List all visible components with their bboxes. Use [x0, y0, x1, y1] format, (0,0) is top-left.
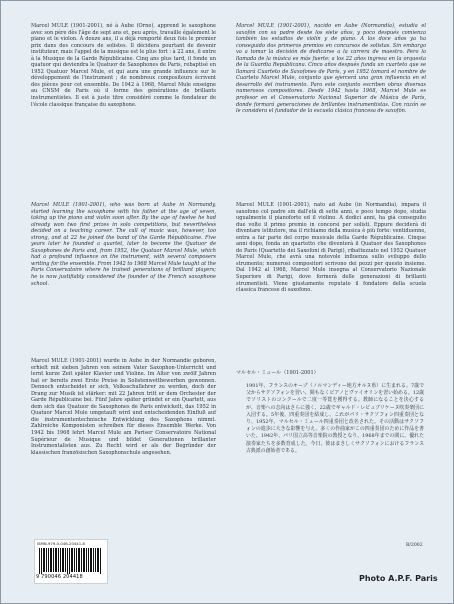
photo-credit: Photo A.P.F. Paris — [359, 574, 438, 583]
biography-japanese: 1901年、フランスのオーブ（ノルマンディー地方オルヌ県）に生まれる。7歳で父からサクソフォンを習い、間もなくピアノとヴァイオリンを習い始める。12歳でソリストのコンクールで二度一等賞を獲得する。教師になることを決心するが、音楽への志向はさらに強く、22歳でギャルド・レピュブリケーヌ吹奏楽団に入団する。5年後、四重奏団を結成し、これがパリ・サクソフォン四重奏団となり、1952年、マルセル・ミュール四重奏団と改名された。その活動はサクソフォンの進歩に大きな影響を与え、多くの作曲家がこの四重奏団のために作品を書いた。1942年、パリ国立高等音楽院の教授となり、1968年までの間に、優れた演奏家たちを多数育成した。今日、彼はまさしくサクソフォンにおけるフランス古典派の創始者である。 — [246, 383, 424, 454]
barcode-number: 9 790046 204418 — [36, 574, 83, 580]
biography-italian: Marcel MULE (1901-2001), nato ad Aube (in Normandia), impara il saxofono col padre sin dall'età di sette anni, e poco tempo dopo, studia ugualmente il pianoforte ed il violino. A dodici anni, ha già conseguito due volte il primo premio in concorsi per solisti. Eppure deciderà di diventare istitutore, ma il richiamo della musica è più forte: ventiduenne, entra a far parte del corpo musicale della Garde Républicaine. Cinque anni dopo, fonda un quartetto che diventerà il Quatuor des Saxophones de Paris (Quartetto dei Saxofoni di Parigi), ribattezzato nel 1952 Quatuor Marcel Mule, che avrà una notevole influenza sullo sviluppo dello strumento; numerosi compositori scrivono dei pezzi per questo insieme. Dal 1942 al 1968, Marcel Mule insegna al Conservatorio Nazionale Superiore di Parigi, dove formerà delle generazioni di brillanti strumentisti. Viene giustamente reputato il fondatore della scuola classica francese di saxofono. — [236, 202, 426, 294]
biography-english: Marcel MULE (1901-2001), who was born at Aube in Normandy, started learning the saxophone with his father at the age of seven, taking up the piano and violin soon after. By the age of twelve he had already won two first prizes in solo competitions, but nevertheless decided on a teaching career. The call of music was, however, too strong, and at 22 he joined the band of the Garde Républicaine. Five years later he founded a quartet, later to become the Quatuor de Saxophones de Paris and, from 1952, the Quatuor Marcel Mule, which had a profound influence on the instrument, with several composers writing for the ensemble. From 1942 to 1968 Marcel Mule taught at the Paris Conservatoire where he trained generations of brilliant players; he is now justifiably considered the founder of the French saxophone school. — [31, 202, 216, 287]
biography-spanish: Marcel MULE (1901-2001), nacido en Aube (Normandía), estudia el saxofón con su padre desde los siete años, y poco después comienza también los estudios de violín y de piano. A los doce años ya ha conseguido dos primeros premios en concursos de solistas. Sin embargo va a tomar la decisión de dedicarse a la carrera de maestro. Pero la llamada de la música es más fuerte: a los 22 años ingresa en la orquesta de la Guardia Republicana. Cinco años después funda un cuarteto que se llamará Cuarteto de Saxofones de París, y en 1952 tomará el nombre de Cuarteto Marcel Mule, conjunto que ejercerá una gran influencia en el desarrollo del instrumento. Para este conjunto escriben obras diversas numerosos compositores. Desde 1942 hasta 1968, Marcel Mule es profesor en el Conservatorio Nacional Superior de Música de París, donde formará generaciones de brillantes instrumentistas. Con razón se le considera el fundador de la escuela clásica francesa de saxofón. — [236, 23, 426, 115]
barcode-box — [34, 539, 108, 584]
isbn-label: ISMN-979-0-046-20441-8 — [37, 541, 85, 546]
biography-japanese-heading: マルセル・ミュール（1901-2001） — [236, 370, 319, 376]
barcode-icon — [39, 548, 102, 574]
print-code: B/2002 — [406, 543, 423, 548]
biography-german: Marcel MULE (1901-2001) wurde in Aube in der Normandie geboren, erhielt mit sieben Jahren von seinem Vater Saxophon-Unterricht und lernt kurze Zeit später Klavier und Violine. Im Alter von zwölf Jahren hat er bereits zwei Erste Preise in Solistenwettbewerben gewonnen. Dennoch entscheidet er sich, Volksschullehrer zu werden, doch der Drang zur Musik ist stärker: mit 22 Jahren tritt er dem Orchester der Garde Républicaine bei. Fünf Jahre später gründet er ein Quartett, aus dem sich das Quatuor de Saxophones de Paris entwickelt, das 1952 in Quatuor Marcel Mule umgetauft wird und entscheidenden Einfluß auf die instrumententechnische Entwicklung des Saxophons nimmt. Zahlreiche Komponisten schreiben für dieses Ensemble Werke. Von 1942 bis 1968 lehrt Marcel Mule am Pariser Conservatoire National Supérieur de Musique und bildet Generationen brillanter Instrumentalisten aus. Zu Recht wird er als der Begründer der klassischen französischen Saxophonschule angesehen. — [31, 358, 216, 456]
biography-french: Marcel MULE (1901-2001), né à Aube (Orne), apprend le saxophone avec son père dès l'âge de sept ans et, peu après, travaille également le piano et le violon. À douze ans, il a déjà remporté deux fois le premier prix dans des concours de solistes. Il décidera pourtant de devenir instituteur, mais l'appel de la musique est le plus fort : à 22 ans, il entre à la Musique de la Garde Républicaine. Cinq ans plus tard, il fonde un quatuor qui deviendra le Quatuor de Saxophones de Paris, rebaptisé en 1952 Quatuor Marcel Mule, et qui aura une grande influence sur le développement de l'instrument ; de nombreux compositeurs écrivent des pièces pour cet ensemble. De 1942 à 1968, Marcel Mule enseigne au CNSM de Paris où il forme des générations de brillants instrumentistes. Il est à juste titre considéré comme le fondateur de l'école classique française du saxophone. — [31, 23, 216, 108]
